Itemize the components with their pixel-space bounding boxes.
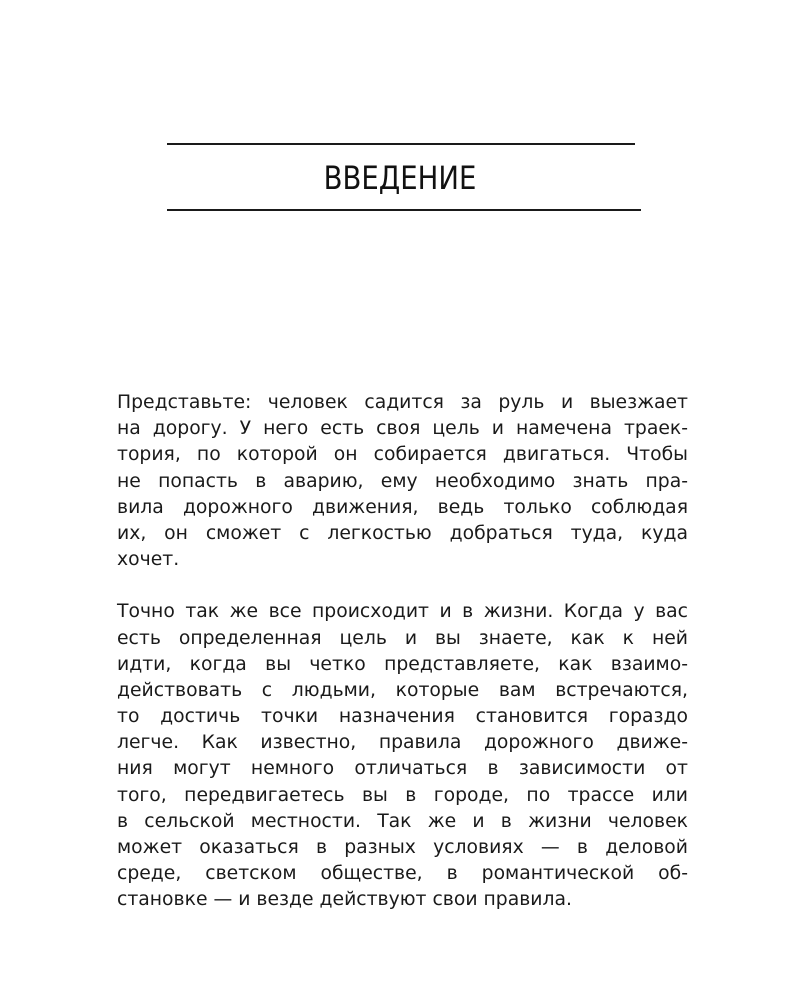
text-line: легче. Как известно, правила дорожного движе-: [117, 732, 688, 754]
text-line: их, он сможет с легкостью добраться туда, куда: [117, 522, 688, 544]
paragraph-gap: [117, 573, 688, 599]
text-line: может оказаться в разных условиях — в деловой: [117, 837, 688, 858]
text-line: то достичь точки назначения становится гораздо: [117, 706, 688, 728]
text-line: хочет.: [117, 549, 180, 571]
text-line: того, передвигаетесь вы в городе, по трассе или: [117, 784, 688, 806]
text-line: на дорогу. У него есть своя цель и намечена траек-: [117, 418, 688, 440]
text-line: тория, по которой он собирается двигаться. Чтобы: [117, 444, 688, 466]
text-line: среде, светском обществе, в романтической об-: [117, 863, 688, 885]
text-line: идти, когда вы четко представляете, как взаимо-: [117, 653, 688, 675]
text-line: в сельской местности. Так же и в жизни человек: [117, 810, 688, 832]
title-top-rule: [167, 143, 635, 145]
text-line: становке — и везде действуют свои правила.: [117, 889, 572, 911]
paragraph-2: [117, 599, 688, 913]
text-line: есть определенная цель и вы знаете, как к ней: [117, 627, 688, 649]
text-line: не попасть в аварию, ему необходимо знать пра-: [117, 470, 688, 492]
chapter-title: ВВЕДЕНИЕ: [323, 159, 477, 197]
text-line: Представьте: человек садится за руль и выезжает: [117, 392, 688, 413]
text-line: действовать с людьми, которые вам встречаются,: [117, 679, 688, 701]
body-text: [117, 390, 688, 914]
paragraph-1: [117, 390, 688, 573]
text-line: ния могут немного отличаться в зависимости от: [117, 758, 688, 780]
title-bottom-rule: [167, 209, 641, 211]
text-line: вила дорожного движения, ведь только соблюдая: [117, 496, 688, 518]
text-line: Точно так же все происходит и в жизни. Когда у вас: [117, 601, 688, 623]
